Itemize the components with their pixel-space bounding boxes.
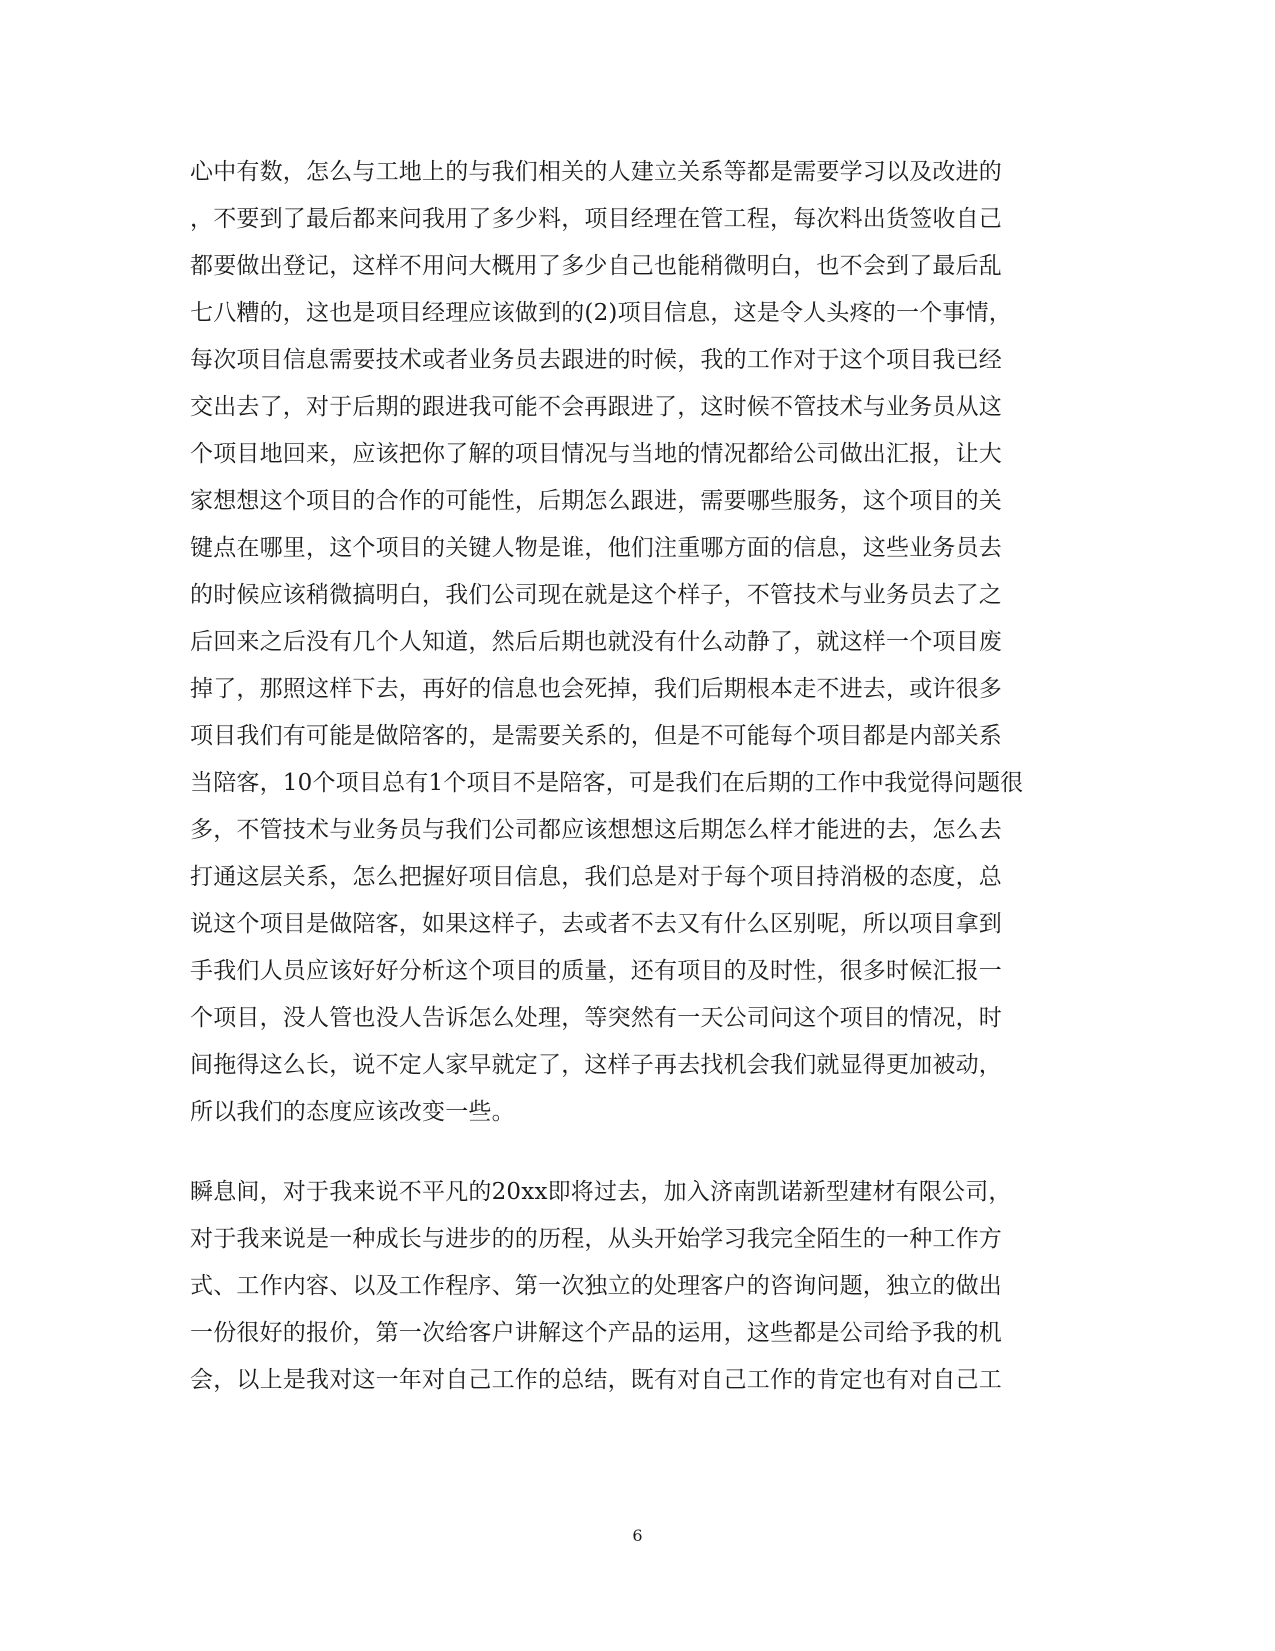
text-line: 会，以上是我对这一年对自己工作的总结，既有对自己工作的肯定也有对自己工 bbox=[190, 1367, 1002, 1393]
text-line: 交出去了，对于后期的跟进我可能不会再跟进了，这时候不管技术与业务员从这 bbox=[190, 394, 1002, 420]
text-line: 掉了，那照这样下去，再好的信息也会死掉，我们后期根本走不进去，或许很多 bbox=[190, 676, 1002, 702]
text-line: 所以我们的态度应该改变一些。 bbox=[190, 1099, 515, 1125]
text-line: 每次项目信息需要技术或者业务员去跟进的时候，我的工作对于这个项目我已经 bbox=[190, 347, 1002, 373]
text-line: 都要做出登记，这样不用问大概用了多少自己也能稍微明白，也不会到了最后乱 bbox=[190, 253, 1002, 279]
text-line: 手我们人员应该好好分析这个项目的质量，还有项目的及时性，很多时候汇报一 bbox=[190, 958, 1002, 984]
text-line: 家想想这个项目的合作的可能性，后期怎么跟进，需要哪些服务，这个项目的关 bbox=[190, 488, 1002, 514]
text-line: 式、工作内容、以及工作程序、第一次独立的处理客户的咨询问题，独立的做出 bbox=[190, 1273, 1002, 1299]
text-line: 键点在哪里，这个项目的关键人物是谁，他们注重哪方面的信息，这些业务员去 bbox=[190, 535, 1002, 561]
text-line: 一份很好的报价，第一次给客户讲解这个产品的运用，这些都是公司给予我的机 bbox=[190, 1320, 1002, 1346]
text-line: 七八糟的，这也是项目经理应该做到的(2)项目信息，这是令人头疼的一个事情， bbox=[190, 300, 1012, 326]
text-line: 多，不管技术与业务员与我们公司都应该想想这后期怎么样才能进的去，怎么去 bbox=[190, 817, 1002, 843]
text-line: ，不要到了最后都来问我用了多少料，项目经理在管工程，每次料出货签收自己 bbox=[190, 206, 1002, 232]
page-number: 6 bbox=[632, 1526, 643, 1545]
text-line: 间拖得这么长，说不定人家早就定了，这样子再去找机会我们就显得更加被动， bbox=[190, 1052, 1002, 1078]
text-line: 个项目，没人管也没人告诉怎么处理，等突然有一天公司问这个项目的情况，时 bbox=[190, 1005, 1002, 1031]
text-line: 项目我们有可能是做陪客的，是需要关系的，但是不可能每个项目都是内部关系 bbox=[190, 723, 1002, 749]
text-line: 说这个项目是做陪客，如果这样子，去或者不去又有什么区别呢，所以项目拿到 bbox=[190, 911, 1002, 937]
text-line: 后回来之后没有几个人知道，然后后期也就没有什么动静了，就这样一个项目废 bbox=[190, 629, 1002, 655]
text-line: 的时候应该稍微搞明白，我们公司现在就是这个样子，不管技术与业务员去了之 bbox=[190, 582, 1002, 608]
text-line: 打通这层关系，怎么把握好项目信息，我们总是对于每个项目持消极的态度，总 bbox=[190, 864, 1002, 890]
text-line: 瞬息间，对于我来说不平凡的20xx即将过去，加入济南凯诺新型建材有限公司， bbox=[190, 1179, 1012, 1205]
text-line: 对于我来说是一种成长与进步的的历程，从头开始学习我完全陌生的一种工作方 bbox=[190, 1226, 1002, 1252]
text-line: 个项目地回来，应该把你了解的项目情况与当地的情况都给公司做出汇报，让大 bbox=[190, 441, 1002, 467]
text-line: 当陪客，10个项目总有1个项目不是陪客，可是我们在后期的工作中我觉得问题很 bbox=[190, 770, 1024, 796]
text-line: 心中有数，怎么与工地上的与我们相关的人建立关系等都是需要学习以及改进的 bbox=[190, 159, 1002, 185]
